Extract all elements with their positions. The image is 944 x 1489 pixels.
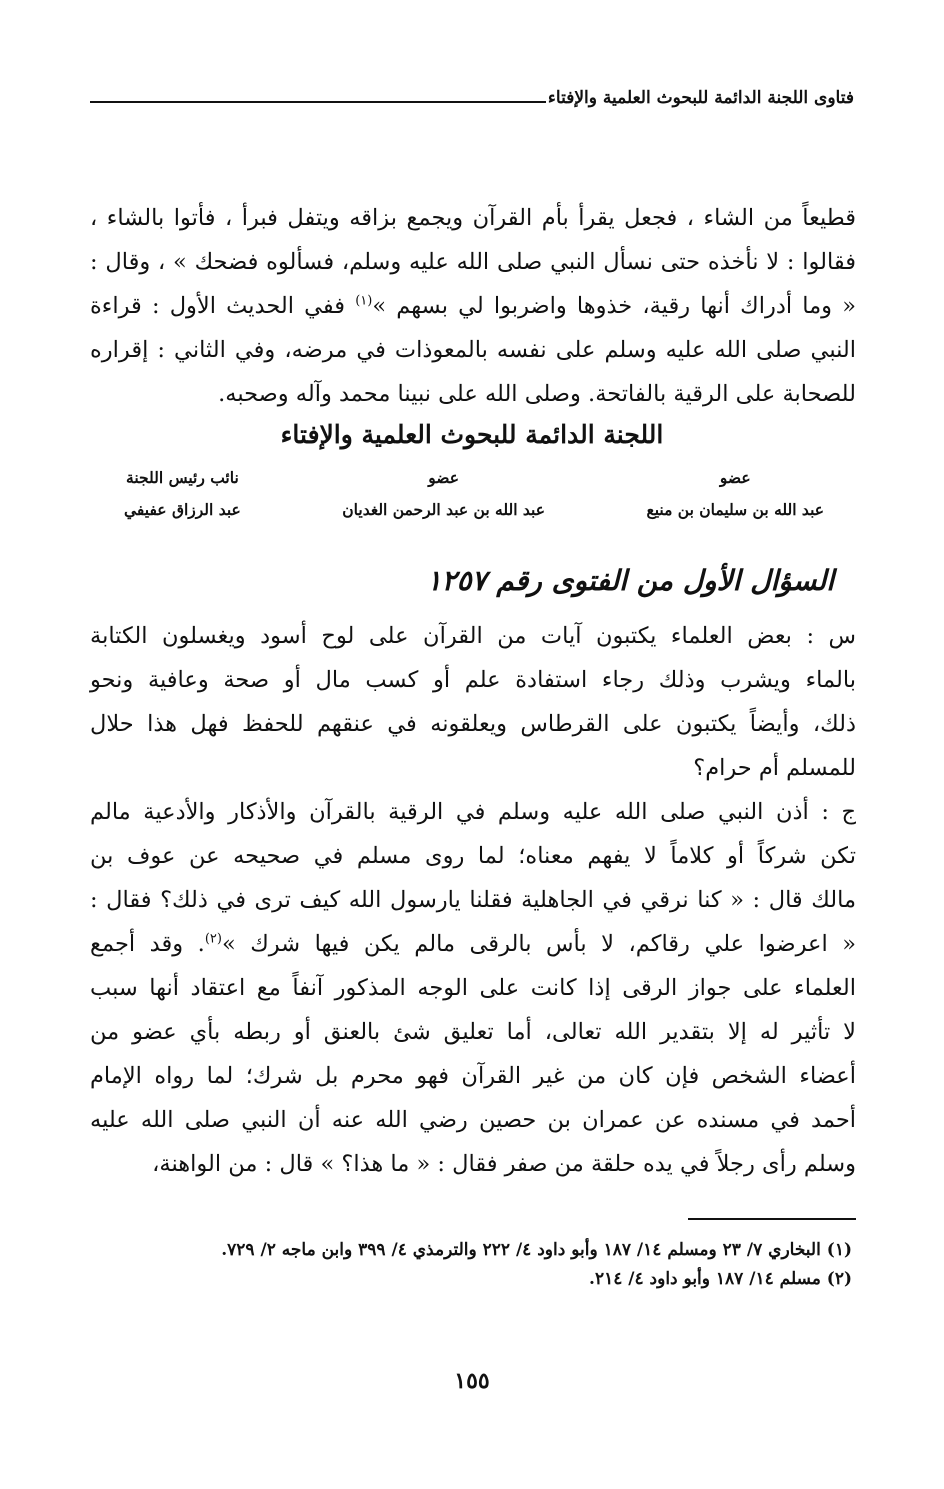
header-rule bbox=[90, 101, 546, 103]
running-header-title: فتاوى اللجنة الدائمة للبحوث العلمية والإفتاء bbox=[547, 88, 854, 108]
question-paragraph bbox=[90, 614, 856, 790]
text-line bbox=[90, 922, 856, 966]
text-line: وسلم رأى رجلاً في يده حلقة من صفر فقال : « ما هذا؟ » قال : من الواهنة، bbox=[152, 1151, 856, 1177]
text-line: بالماء ويشرب وذلك رجاء استفادة علم أو كسب مال أو صحة وعافية ونحو bbox=[90, 667, 856, 693]
signatures bbox=[124, 462, 824, 526]
footnote-marker[interactable]: (٢) bbox=[204, 931, 222, 947]
text-line: تكن شركاً أو كلاماً لا يفهم معناه؛ لما روى مسلم في صحيحه عن عوف بن bbox=[90, 843, 856, 869]
text-line: فقالوا : لا نأخذه حتى نسأل النبي صلى الله عليه وسلم، فسألوه فضحك » ، وقال : bbox=[90, 249, 856, 275]
signature-vice-chair bbox=[124, 462, 241, 526]
text-line: ذلك، وأيضاً يكتبون على القرطاس ويعلقونه في عنقهم للحفظ فهل هذا حلال bbox=[90, 711, 856, 737]
text-line: ج : أذن النبي صلى الله عليه وسلم في الرقية بالقرآن والأذكار والأدعية مالم bbox=[90, 799, 856, 825]
text-line-start: « اعرضوا علي رقاكم، لا بأس بالرقى مالم يكن فيها شرك » bbox=[221, 931, 857, 957]
footnote-rule bbox=[688, 1218, 856, 1220]
text-line: للصحابة على الرقية بالفاتحة. وصلى الله على نبينا محمد وآله وصحبه. bbox=[218, 381, 856, 407]
page-number: ١٥٥ bbox=[454, 1368, 490, 1394]
text-line: العلماء على جواز الرقى إذا كانت على الوجه المذكور آنفاً مع اعتقاد أنها سبب bbox=[90, 975, 856, 1001]
answer-paragraph bbox=[90, 790, 856, 1186]
text-line: أعضاء الشخص فإن كان من غير القرآن فهو محرم بل شرك؛ لما رواه الإمام bbox=[90, 1063, 856, 1089]
text-line: لا تأثير له إلا بتقدير الله تعالى، أما تعليق شئ بالعنق أو ربطه بأي عضو من bbox=[90, 1019, 856, 1045]
signature-role: نائب رئيس اللجنة bbox=[126, 468, 239, 487]
running-header bbox=[90, 88, 854, 108]
signature-member-1 bbox=[646, 462, 824, 526]
text-line bbox=[90, 284, 856, 328]
footnote-marker[interactable]: (١) bbox=[355, 293, 373, 309]
signature-role: عضو bbox=[428, 468, 459, 487]
committee-title: اللجنة الدائمة للبحوث العلمية والإفتاء bbox=[280, 420, 664, 449]
signature-name: عبد الرزاق عفيفي bbox=[124, 500, 241, 519]
text-line-end: ففي الحديث الأول : قراءة bbox=[90, 293, 356, 319]
text-line: س : بعض العلماء يكتبون آيات من القرآن على لوح أسود ويغسلون الكتابة bbox=[90, 623, 856, 649]
signature-name: عبد الله بن عبد الرحمن الغديان bbox=[342, 500, 545, 519]
text-line: أحمد في مسنده عن عمران بن حصين رضي الله عنه أن النبي صلى الله عليه bbox=[90, 1107, 856, 1133]
text-line-end: . وقد أجمع bbox=[90, 931, 205, 957]
text-line: مالك قال : « كنا نرقي في الجاهلية فقلنا يارسول الله كيف ترى في ذلك؟ فقال : bbox=[90, 887, 856, 913]
signature-member-2 bbox=[342, 462, 545, 526]
footnotes bbox=[92, 1236, 852, 1294]
text-line: قطيعاً من الشاء ، فجعل يقرأ بأم القرآن ويجمع بزاقه ويتفل فبرأ ، فأتوا بالشاء ، bbox=[90, 205, 856, 231]
paragraph-continuation bbox=[90, 196, 856, 416]
signature-name: عبد الله بن سليمان بن منيع bbox=[646, 500, 824, 519]
footnote: (٢) مسلم ١٤/ ١٨٧ وأبو داود ٤/ ٢١٤. bbox=[589, 1269, 852, 1289]
signature-role: عضو bbox=[719, 468, 751, 487]
fatwa-heading: السؤال الأول من الفتوى رقم ١٢٥٧ bbox=[426, 564, 834, 597]
text-line: للمسلم أم حرام؟ bbox=[693, 755, 856, 781]
text-line-start: « وما أدراك أنها رقية، خذوها واضربوا لي بسهم » bbox=[372, 293, 856, 319]
text-line: النبي صلى الله عليه وسلم على نفسه بالمعوذات في مرضه، وفي الثاني : إقراره bbox=[90, 337, 856, 363]
footnote: (١) البخاري ٧/ ٢٣ ومسلم ١٤/ ١٨٧ وأبو داود ٤/ ٢٢٢ والترمذي ٤/ ٣٩٩ وابن ماجه ٢/ ٧٢٩. bbox=[221, 1240, 852, 1260]
